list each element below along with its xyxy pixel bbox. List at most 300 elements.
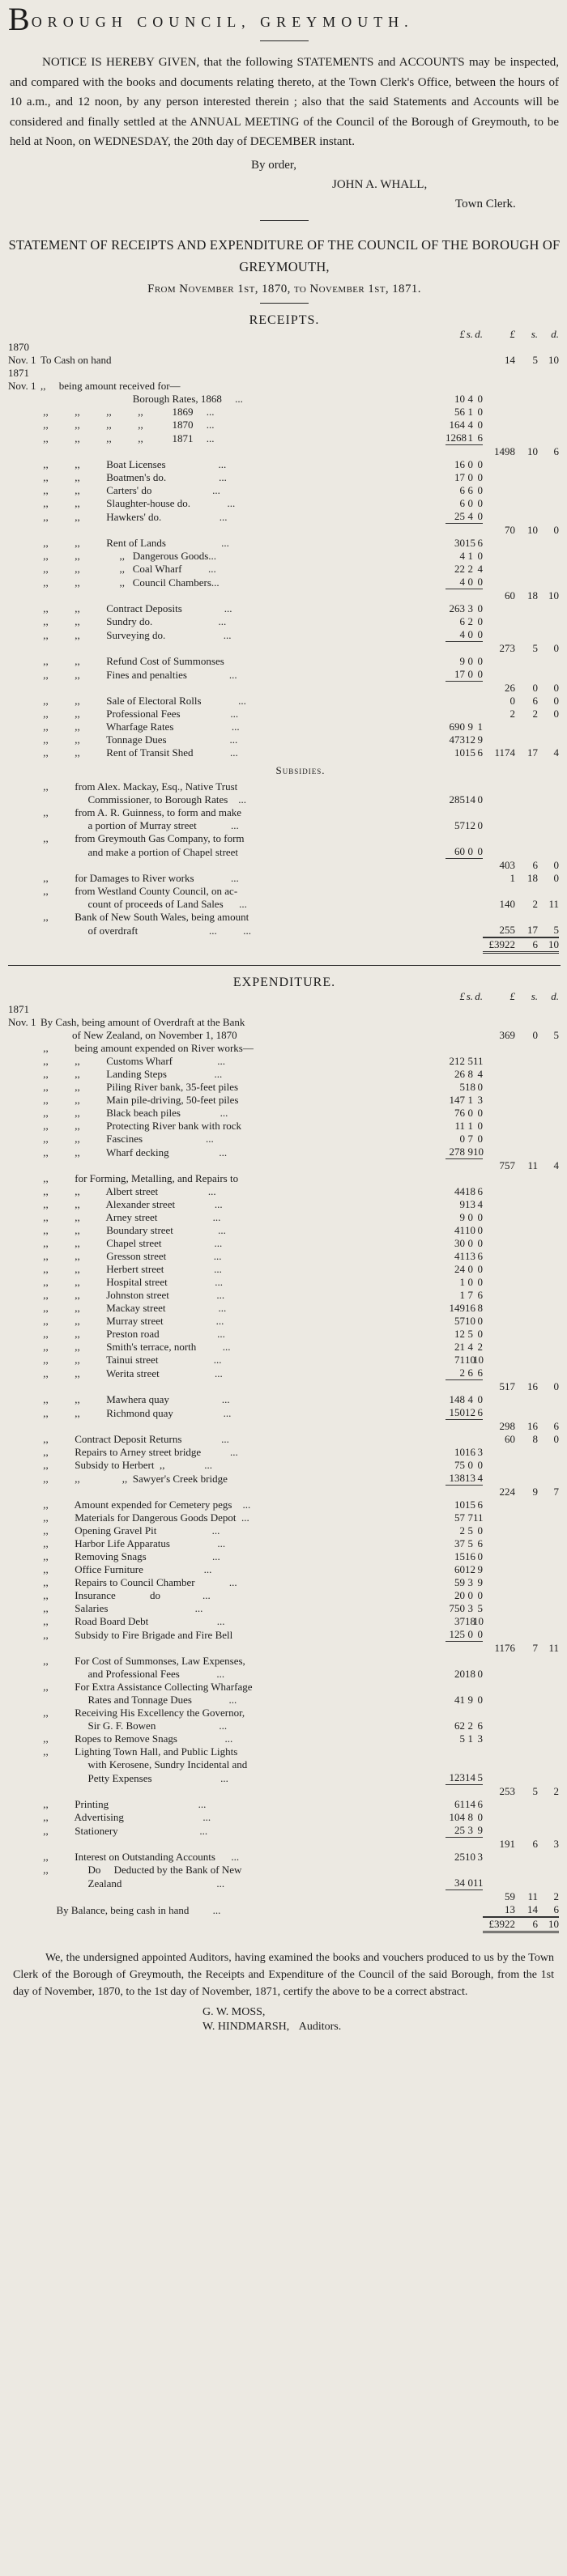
ledger-row <box>8 458 561 471</box>
amount-total-part: 1174 <box>494 746 515 759</box>
amount-inner-part: 0 <box>467 667 473 680</box>
amount-inner <box>446 1406 483 1420</box>
amount-inner-part: 0 <box>467 1106 473 1119</box>
ledger-row <box>8 1250 561 1263</box>
amount-total-part: 6 <box>532 694 538 707</box>
entry-description: ,, ,, Customs Wharf ... <box>40 1054 225 1067</box>
amount-inner <box>446 1328 483 1341</box>
amount-inner-part: 9 <box>467 1145 473 1158</box>
ledger-row <box>8 859 561 872</box>
amount-total-part: 18 <box>527 871 538 884</box>
amount-inner <box>446 1393 483 1406</box>
ledger-row <box>8 1406 561 1420</box>
entry-description: of New Zealand, on November 1, 1870 <box>40 1028 237 1041</box>
amount-total <box>483 1380 559 1393</box>
amount-total <box>483 1642 559 1655</box>
amount-total <box>483 695 559 708</box>
amount-inner <box>446 563 483 576</box>
ledger-row <box>8 1472 561 1486</box>
amount-inner-part: 0 <box>467 1876 473 1889</box>
amount-total-part: 224 <box>499 1485 515 1498</box>
ledger-row <box>8 1107 561 1120</box>
amount-inner-part: 57 <box>454 1314 465 1327</box>
currency-header <box>483 990 559 1003</box>
amount-inner <box>446 1237 483 1250</box>
amount-total-part: 2 <box>532 707 538 720</box>
amount-total <box>483 682 559 695</box>
amount-inner-part: 0 <box>477 405 483 418</box>
amount-total-part: 0 <box>553 681 559 694</box>
ledger-row <box>8 1302 561 1315</box>
amount-inner <box>446 1524 483 1537</box>
amount-inner-part: 0 <box>467 1627 473 1640</box>
ledger-row <box>8 354 561 367</box>
amount-inner-part: 212 <box>449 1054 465 1067</box>
ledger-row <box>8 1681 561 1694</box>
entry-description: ,, ,, ,, ,, 1869 ... <box>40 405 215 418</box>
amount-inner <box>446 793 483 806</box>
amount-inner <box>446 1146 483 1159</box>
notice-text: NOTICE IS HEREBY GIVEN, that the following STATEMENTS and ACCOUNTS may be inspected, and compared with the books and documents relating thereto, at the Town Clerk's Office, between the hours of 10 a.m., and 12 noon, by any person interested therein ; also that the said Statements and Accounts will be considered and finally settled at the ANNUAL MEETING of the Council of the Borough of Greymouth, to be held at Noon, on WEDNESDAY, the 20th day of DECEMBER instant. <box>10 56 559 148</box>
amount-inner-part: 61 <box>454 1797 465 1810</box>
entry-description: ,, Receiving His Excellency the Governor, <box>40 1706 245 1719</box>
amount-total-part: 8 <box>532 1432 538 1445</box>
amount-inner <box>446 1537 483 1550</box>
amount-inner-part: 76 <box>454 1106 465 1119</box>
amount-inner <box>446 1459 483 1472</box>
amount-inner-part: 0 <box>477 1588 483 1601</box>
entry-description: ,, ,, ,, Coal Wharf ... <box>40 562 216 575</box>
amount-inner-part: 0 <box>477 1314 483 1327</box>
currency-header <box>446 990 483 1003</box>
amount-inner-part: 0 <box>477 1275 483 1288</box>
ledger-row <box>8 1642 561 1655</box>
amount-inner <box>446 1771 483 1785</box>
ledger-row <box>8 1263 561 1276</box>
ledger-row <box>8 819 561 832</box>
amount-inner-part: 4 <box>467 509 473 522</box>
entry-description: ,, Interest on Outstanding Accounts ... <box>40 1850 240 1863</box>
amount-inner <box>446 721 483 733</box>
amount-inner-part: 0 <box>477 1458 483 1471</box>
amount-inner <box>446 1615 483 1628</box>
amount-total-part: 6 <box>553 444 559 457</box>
ledger-row <box>8 1354 561 1367</box>
ledger-row <box>8 733 561 746</box>
entry-description: ,, ,, Herbert street ... <box>40 1262 222 1275</box>
amount-inner-part: 0 <box>477 457 483 470</box>
amount-inner-part: 20 <box>454 1588 465 1601</box>
entry-description: To Cash on hand <box>40 353 112 366</box>
entry-description: ,, Bank of New South Wales, being amount <box>40 910 249 923</box>
currency-header-part: s. <box>466 989 473 1002</box>
amount-inner <box>446 1367 483 1380</box>
amount-total <box>483 746 559 759</box>
amount-inner <box>446 1550 483 1563</box>
entry-description: ,, ,, Hawkers' do. ... <box>40 510 228 523</box>
entry-description: ,, ,, Mawhera quay ... <box>40 1392 230 1405</box>
amount-total-part: 10 <box>548 1917 559 1930</box>
ledger-row <box>8 1276 561 1289</box>
amount-inner-part: 10 <box>454 746 465 759</box>
ledger-row <box>8 497 561 510</box>
amount-total-part: 4 <box>553 1158 559 1171</box>
ledger-row <box>8 1771 561 1785</box>
ledger-row <box>8 872 561 885</box>
amount-total-part: 6 <box>532 858 538 871</box>
entry-description: ,, ,, Mackay street ... <box>40 1301 227 1314</box>
amount-inner <box>446 550 483 563</box>
statement-period: From November 1st, 1870, to November 1st, 1871. <box>147 282 421 295</box>
amount-inner-part: 0 <box>477 667 483 680</box>
amount-inner <box>446 1289 483 1302</box>
amount-inner <box>446 602 483 615</box>
amount-inner-part: 0 <box>477 818 483 831</box>
amount-inner-part: 0 <box>467 1236 473 1249</box>
amount-total-part: 14 <box>527 1902 538 1915</box>
subsidies-heading: Subsidies. <box>275 763 326 776</box>
amount-inner-part: 22 <box>454 562 465 575</box>
amount-inner <box>446 458 483 471</box>
amount-inner-part: 1 <box>459 1288 465 1301</box>
amount-inner-part: 16 <box>454 457 465 470</box>
ledger-row <box>8 845 561 859</box>
ledger-row <box>8 1341 561 1354</box>
amount-inner-part: 60 <box>454 1562 465 1575</box>
amount-inner-part: 5 <box>467 1524 473 1537</box>
amount-inner <box>446 1628 483 1642</box>
currency-header-part: £ <box>459 989 465 1002</box>
ledger-row <box>8 1615 561 1628</box>
amount-inner-part: 15 <box>465 746 475 759</box>
amount-inner-part: 473 <box>449 733 465 746</box>
amount-inner-part: 0 <box>477 575 483 588</box>
amount-inner <box>446 576 483 589</box>
amount-inner-part: 0 <box>477 1223 483 1236</box>
amount-total-part: 14 <box>505 353 515 366</box>
amount-total-part: 11 <box>527 1889 538 1902</box>
receipts-ledger <box>8 328 561 954</box>
amount-inner-part: 14 <box>465 1770 475 1783</box>
amount-inner-part: 1 <box>459 1275 465 1288</box>
amount-total <box>483 524 559 537</box>
entry-description: ,, from Greymouth Gas Company, to form <box>40 831 245 844</box>
amount-inner <box>446 1068 483 1081</box>
amount-inner-part: 0 <box>477 1236 483 1249</box>
amount-inner-part: 34 <box>454 1876 465 1889</box>
ledger-row <box>8 832 561 845</box>
amount-total <box>483 1838 559 1851</box>
amount-inner-part: 1 <box>467 1732 473 1745</box>
amount-inner-part: 14 <box>465 793 475 806</box>
amount-total-part: 4 <box>553 746 559 759</box>
amount-inner-part: 10 <box>465 1353 475 1366</box>
entry-description: ,, ,, Slaughter-house do. ... <box>40 496 236 509</box>
ledger-row <box>8 550 561 563</box>
amount-inner-part: 10 <box>465 1314 475 1327</box>
ledger-row <box>8 1563 561 1576</box>
entry-description: ,, ,, Johnston street ... <box>40 1288 225 1301</box>
amount-total-part: 10 <box>527 444 538 457</box>
by-order: By order, <box>251 158 297 172</box>
ledger-row <box>8 615 561 628</box>
entry-date: Nov. 1 <box>8 353 36 366</box>
amount-inner-part: 6 <box>477 1405 483 1418</box>
amount-inner <box>446 406 483 419</box>
entry-description: ,, ,, Professional Fees ... <box>40 707 239 720</box>
entry-description: ,, ,, Black beach piles ... <box>40 1106 228 1119</box>
ledger-row <box>8 1367 561 1380</box>
entry-description: ,, from Alex. Mackay, Esq., Native Trust <box>40 780 238 793</box>
amount-inner-part: 0 <box>477 793 483 806</box>
amount-inner-part: 0 <box>467 457 473 470</box>
amount-total <box>483 1433 559 1446</box>
currency-header-part: s. <box>466 327 473 340</box>
amount-inner-part: 4 <box>459 627 465 640</box>
masthead <box>8 0 561 37</box>
statement-title: STATEMENT OF RECEIPTS AND EXPENDITURE OF THE COUNCIL OF THE BOROUGH OF GREYMOUTH, <box>8 236 561 274</box>
amount-inner-part: 1268 <box>446 431 467 444</box>
ledger-header <box>8 328 561 341</box>
ledger-row <box>8 1172 561 1185</box>
ledger-row <box>8 431 561 445</box>
amount-inner-part: 0 <box>467 1275 473 1288</box>
amount-inner-part: 11 <box>473 1511 484 1524</box>
ledger-row <box>8 341 561 354</box>
entry-description: ,, Materials for Dangerous Goods Depot ... <box>40 1511 249 1524</box>
ledger-row <box>8 1524 561 1537</box>
amount-inner-part: 7 <box>467 1288 473 1301</box>
amount-inner-part: 0 <box>467 627 473 640</box>
amount-inner-part: 6 <box>459 614 465 627</box>
amount-total-part: 17 <box>527 746 538 759</box>
ledger-row <box>8 380 561 393</box>
ledger-row <box>8 1315 561 1328</box>
masthead-initial: B <box>8 1 30 37</box>
amount-inner-part: 4 <box>477 1067 483 1080</box>
ledger-row <box>8 1732 561 1745</box>
entry-description: ,, ,, Albert street ... <box>40 1184 216 1197</box>
auditor-name: G. W. MOSS, <box>202 2005 266 2018</box>
amount-inner-part: 4 <box>477 562 483 575</box>
amount-inner-part: 0 <box>467 575 473 588</box>
ledger-row <box>8 1016 561 1029</box>
amount-inner-part: 16 <box>465 1301 475 1314</box>
amount-inner-part: 16 <box>465 1445 475 1458</box>
ledger-row <box>8 721 561 733</box>
amount-total-part: 0 <box>553 1379 559 1392</box>
amount-inner-part: 0 <box>477 627 483 640</box>
entry-description: ,, ,, Murray street ... <box>40 1314 224 1327</box>
amount-total-part: 2 <box>553 1889 559 1902</box>
amount-total <box>483 1420 559 1433</box>
auditor-name: W. HINDMARSH, <box>202 2020 290 2033</box>
amount-inner-part: 0 <box>467 654 473 667</box>
ledger-row <box>8 576 561 589</box>
entry-description: ,, ,, Landing Steps ... <box>40 1067 223 1080</box>
entry-description: ,, Insurance do ... <box>40 1588 211 1601</box>
amount-inner-part: 12 <box>454 1327 465 1340</box>
entry-description: ,, Removing Snags ... <box>40 1549 220 1562</box>
ledger-row <box>8 1042 561 1055</box>
ledger-row <box>8 746 561 759</box>
amount-inner-part: 7 <box>467 1132 473 1145</box>
amount-inner-part: 10 <box>465 1850 475 1863</box>
amount-total <box>483 1486 559 1498</box>
amount-inner <box>446 1211 483 1224</box>
entry-description: ,, being amount expended on River works— <box>40 1041 254 1054</box>
ledger-row <box>8 1289 561 1302</box>
amount-total-part: 255 <box>499 923 515 936</box>
amount-inner-part: 3 <box>467 1575 473 1588</box>
amount-inner-part: 10 <box>473 1614 484 1627</box>
amount-inner <box>446 668 483 682</box>
amount-inner <box>446 1589 483 1602</box>
ledger-row <box>8 445 561 458</box>
ledger-row <box>8 1511 561 1524</box>
entry-description: ,, ,, Smith's terrace, north ... <box>40 1340 231 1353</box>
amount-inner-part: 57 <box>454 1511 465 1524</box>
amount-inner-part: 0 <box>477 483 483 496</box>
amount-inner-part: 0 <box>467 1588 473 1601</box>
ledger-row <box>8 937 561 954</box>
entry-description: ,, ,, ,, ,, 1870 ... <box>40 418 215 431</box>
amount-inner-part: 8 <box>467 1810 473 1823</box>
currency-header-part: s. <box>531 327 538 340</box>
amount-inner <box>446 1133 483 1146</box>
entry-description: ,, ,, Fascines ... <box>40 1132 214 1145</box>
ledger-row <box>8 1094 561 1107</box>
ledger-row <box>8 1903 561 1917</box>
amount-inner-part: 0 <box>477 549 483 562</box>
ledger-row <box>8 1576 561 1589</box>
amount-inner-part: 0 <box>477 1627 483 1640</box>
ledger-row <box>8 806 561 819</box>
amount-inner-part: 8 <box>477 1301 483 1314</box>
amount-inner-part: 147 <box>449 1093 465 1106</box>
entry-date: Nov. 1 <box>8 379 36 392</box>
amount-total <box>483 589 559 602</box>
amount-inner-part: 9 <box>467 720 473 733</box>
amount-inner-part: 9 <box>459 1210 465 1223</box>
amount-inner-part: 0 <box>477 1106 483 1119</box>
amount-inner <box>446 1224 483 1237</box>
amount-inner-part: 59 <box>454 1575 465 1588</box>
entry-description: ,, Office Furniture ... <box>40 1562 212 1575</box>
auditors-label: Auditors. <box>298 2020 342 2033</box>
amount-inner-part: 0 <box>477 1080 483 1093</box>
amount-inner-part: 0 <box>477 601 483 614</box>
ledger-row <box>8 1498 561 1511</box>
amount-total-part: 1 <box>509 871 515 884</box>
amount-total-part: 1176 <box>494 1641 515 1654</box>
amount-inner-part: 3 <box>467 1823 473 1836</box>
amount-inner-part: 41 <box>454 1249 465 1262</box>
divider <box>260 40 309 41</box>
ledger-row <box>8 668 561 682</box>
auditors-block <box>8 2005 561 2034</box>
amount-inner-part: 2 <box>467 1719 473 1732</box>
amount-inner-part: 21 <box>454 1340 465 1353</box>
ledger-row <box>8 924 561 937</box>
amount-inner-part: 0 <box>477 1693 483 1706</box>
entry-description: Commissioner, to Borough Rates ... <box>40 793 247 806</box>
clerk-title: Town Clerk. <box>455 197 516 210</box>
amount-total-part: 11 <box>527 1158 538 1171</box>
amount-inner-part: 9 <box>467 1693 473 1706</box>
entry-description: ,, ,, Main pile-driving, 50-feet piles <box>40 1093 239 1106</box>
amount-total-part: 5 <box>553 1028 559 1041</box>
amount-inner-part: 285 <box>449 793 465 806</box>
amount-inner <box>446 655 483 668</box>
amount-inner-part: 56 <box>454 405 465 418</box>
amount-inner-part: 0 <box>477 614 483 627</box>
amount-total-part: 10 <box>548 353 559 366</box>
entry-description: ,, For Extra Assistance Collecting Wharfage <box>40 1680 253 1693</box>
entry-description: ,, Contract Deposit Returns ... <box>40 1432 229 1445</box>
ledger-row <box>8 471 561 484</box>
amount-inner-part: 0 <box>477 1524 483 1537</box>
amount-inner-part: 1 <box>467 405 473 418</box>
amount-inner-part: 17 <box>454 667 465 680</box>
entry-description: ,, ,, ,, Sawyer's Creek bridge <box>40 1472 228 1485</box>
amount-inner-part: 3 <box>477 1850 483 1863</box>
amount-total-part: 140 <box>499 897 515 910</box>
amount-inner <box>446 510 483 524</box>
amount-inner-part: 750 <box>449 1601 465 1614</box>
ledger-row <box>8 1655 561 1668</box>
divider <box>8 965 561 966</box>
amount-inner <box>446 1576 483 1589</box>
entry-description: ,, Ropes to Remove Snags ... <box>40 1732 233 1745</box>
ledger-row <box>8 1224 561 1237</box>
currency-header-part: d. <box>551 327 559 340</box>
entry-description: Petty Expenses ... <box>40 1771 228 1784</box>
clerk-name: JOHN A. WHALL, <box>332 177 428 191</box>
ledger-row <box>8 1719 561 1732</box>
amount-inner-part: 2 <box>459 1524 465 1537</box>
amount-inner-part: 10 <box>454 1445 465 1458</box>
amount-inner <box>446 615 483 628</box>
amount-inner-part: 25 <box>454 1823 465 1836</box>
ledger-row <box>8 1602 561 1615</box>
currency-header-part: £ <box>509 989 515 1002</box>
amount-total <box>483 872 559 885</box>
amount-total-part: 0 <box>553 707 559 720</box>
amount-inner-part: 0 <box>477 392 483 405</box>
amount-inner-part: 3 <box>477 1732 483 1745</box>
amount-inner-part: 6 <box>477 746 483 759</box>
amount-total-part: 369 <box>499 1028 515 1041</box>
amount-total-part: 11 <box>548 1641 559 1654</box>
amount-inner-part: 6 <box>459 483 465 496</box>
amount-total-part: 2 <box>553 1784 559 1797</box>
amount-inner-part: 0 <box>467 1458 473 1471</box>
ledger-row <box>8 1159 561 1172</box>
amount-total <box>483 354 559 367</box>
entry-description: ,, Subsidy to Fire Brigade and Fire Bell <box>40 1628 233 1641</box>
amount-total-part: 0 <box>553 641 559 654</box>
amount-inner-part: 150 <box>449 1405 465 1418</box>
amount-inner-part: 5 <box>477 1601 483 1614</box>
entry-description: ,, ,, Boundary street ... <box>40 1223 226 1236</box>
amount-inner-part: 9 <box>477 1562 483 1575</box>
amount-inner-part: 10 <box>473 1353 484 1366</box>
amount-inner <box>446 1263 483 1276</box>
amount-inner-part: 2 <box>467 614 473 627</box>
amount-total-part: 0 <box>532 681 538 694</box>
amount-total <box>483 445 559 458</box>
